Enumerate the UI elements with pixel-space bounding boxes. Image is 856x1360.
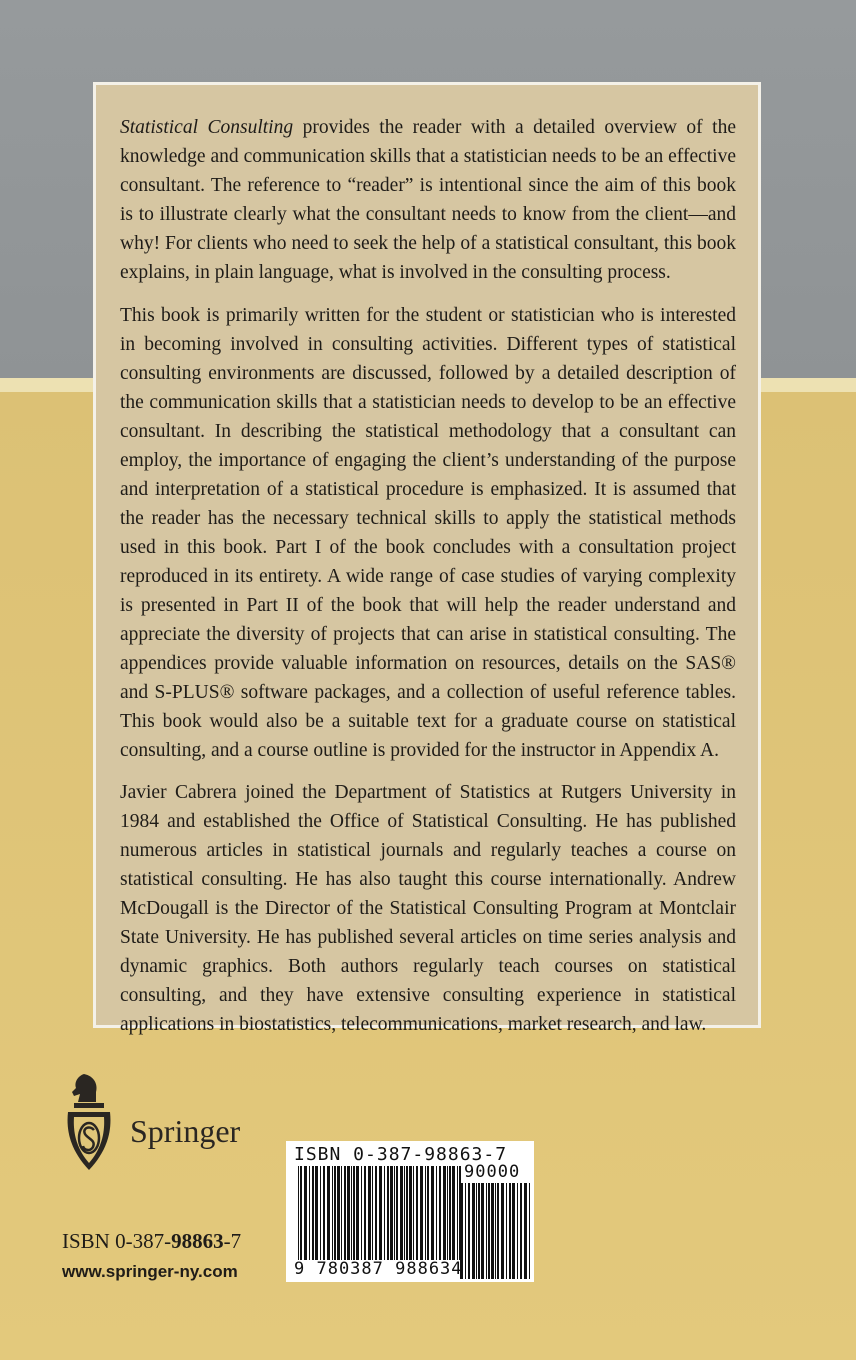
barcode-bar: [491, 1183, 494, 1279]
barcode-addon-label: 90000: [464, 1162, 521, 1182]
barcode-bar: [304, 1166, 307, 1260]
barcode-bar: [506, 1183, 507, 1279]
isbn-text: [62, 1229, 241, 1254]
barcode-bar: [404, 1166, 405, 1260]
barcode-bar: [406, 1166, 408, 1260]
barcode-bar: [356, 1166, 359, 1260]
barcode-bar: [413, 1166, 414, 1260]
barcode-bar: [472, 1183, 475, 1279]
barcode-bar: [400, 1166, 403, 1260]
barcode-bar: [320, 1166, 321, 1260]
publisher-name: Springer: [130, 1113, 241, 1149]
ean-barcode-bars: [298, 1166, 462, 1260]
barcode-bar: [520, 1183, 522, 1279]
barcode-bar: [452, 1166, 455, 1260]
barcode-bar: [375, 1166, 377, 1260]
barcode-bar: [327, 1166, 330, 1260]
barcode-bar: [495, 1183, 496, 1279]
barcode-bar: [334, 1166, 336, 1260]
barcode-bar: [344, 1166, 346, 1260]
barcode-bar: [409, 1166, 412, 1260]
barcode-bar: [488, 1183, 490, 1279]
description-paragraph-1: [120, 113, 736, 287]
barcode-bar: [501, 1183, 504, 1279]
barcode-bar: [517, 1183, 518, 1279]
barcode-bar: [390, 1166, 393, 1260]
barcode-bar: [312, 1166, 314, 1260]
barcode-bar: [341, 1166, 342, 1260]
barcode-bar: [323, 1166, 325, 1260]
description-panel: [93, 82, 761, 1035]
book-title-inline: Statistical Consulting: [120, 117, 294, 138]
barcode-ean-number: 9 780387 988634: [294, 1259, 463, 1279]
barcode-bar: [478, 1183, 480, 1279]
description-paragraph-2: This book is primarily written for the student or statistician who is interested in becoming involved in consulting activities. Different types of statistical consulting environments are discussed, followed by a detailed description of the communication skills that a statistician needs to develop to be an effective consultant. In describing the statistical methodology that a consultant can employ, the importance of engaging the client’s understanding of the purpose and interpretation of a statistical procedure is emphasized. It is assumed that the reader has the necessary technical skills to apply the statistical methods used in this book. Part I of the book concludes with a consultation project reproduced in its entirety. A wide range of case studies of varying complexity is presented in Part II of the book that will help the reader understand and appreciate the diversity of projects that can arise in statistical consulting. The appendices provide valuable information on resources, details on the SAS® and S-PLUS® software packages, and a collection of useful reference tables. This book would also be a suitable text for a graduate course on statistical consulting, and a course outline is provided for the instructor in Appendix A.: [120, 305, 736, 761]
barcode-bar: [512, 1183, 515, 1279]
barcode-isbn-label: ISBN 0-387-98863-7: [294, 1144, 508, 1165]
barcode-bar: [447, 1166, 448, 1260]
barcode-bar: [486, 1183, 487, 1279]
barcode-bar: [436, 1166, 437, 1260]
barcode-bar: [347, 1166, 350, 1260]
barcode-bar: [427, 1166, 429, 1260]
barcode-bar: [497, 1183, 499, 1279]
barcode-bar: [439, 1166, 441, 1260]
isbn-suffix: -7: [223, 1229, 242, 1253]
barcode-bar: [298, 1166, 299, 1260]
barcode-bar: [353, 1166, 355, 1260]
barcode-bar: [396, 1166, 398, 1260]
barcode-bar: [332, 1166, 333, 1260]
barcode-bar: [351, 1166, 352, 1260]
isbn-prefix: ISBN 0-387-: [62, 1229, 172, 1253]
isbn-bold-part: 98863: [171, 1229, 224, 1253]
barcode-bar: [364, 1166, 366, 1260]
barcode-bar: [476, 1183, 477, 1279]
barcode-bar: [431, 1166, 434, 1260]
barcode-bar: [337, 1166, 340, 1260]
barcode-bar: [368, 1166, 371, 1260]
barcode-bar: [384, 1166, 385, 1260]
springer-knight-logo-icon: [60, 1070, 120, 1174]
barcode-bar: [372, 1166, 373, 1260]
barcode-bar: [361, 1166, 362, 1260]
barcode-bar: [449, 1166, 451, 1260]
barcode-bar: [481, 1183, 484, 1279]
author-bio-paragraph: Javier Cabrera joined the Department of Statistics at Rutgers University in 1984 and established the Office of Statistical Consulting. He has published numerous articles in statistical journals and regularly teaches a course on statistical consulting. He has also taught this course internationally. Andrew McDougall is the Director of the Statistical Consulting Program at Montclair State University. He has published several articles on time series analysis and dynamic graphics. Both authors regularly teach courses on statistical consulting, and they have extensive consulting experience in statistical applications in biostatistics, telecommunications, market research, and law.: [120, 782, 736, 1035]
barcode-bar: [416, 1166, 418, 1260]
barcode-bar: [420, 1166, 423, 1260]
barcode-bar: [457, 1166, 458, 1260]
barcode-bar: [300, 1166, 302, 1260]
barcode-bar: [468, 1183, 470, 1279]
barcode-bar: [465, 1183, 466, 1279]
publisher-url: www.springer-ny.com: [62, 1262, 238, 1281]
barcode-bar: [379, 1166, 382, 1260]
barcode-bar: [315, 1166, 318, 1260]
barcode-bar: [529, 1183, 530, 1279]
barcode-panel: [286, 1141, 534, 1282]
barcode-bar: [443, 1166, 446, 1260]
description-paragraph-1-text: provides the reader with a detailed overview of the knowledge and communication skills that a statistician needs to be an effective consultant. The reference to “reader” is intentional since the aim of this book is to illustrate clearly what the consultant needs to know from the client—and why! For clients who need to seek the help of a statistical consultant, this book explains, in plain language, what is involved in the consulting process.: [120, 117, 737, 283]
barcode-bar: [387, 1166, 389, 1260]
barcode-bar: [509, 1183, 511, 1279]
barcode-bar: [309, 1166, 310, 1260]
barcode-bar: [524, 1183, 527, 1279]
barcode-bar: [425, 1166, 426, 1260]
addon-barcode-bars: [460, 1183, 530, 1279]
barcode-bar: [394, 1166, 395, 1260]
